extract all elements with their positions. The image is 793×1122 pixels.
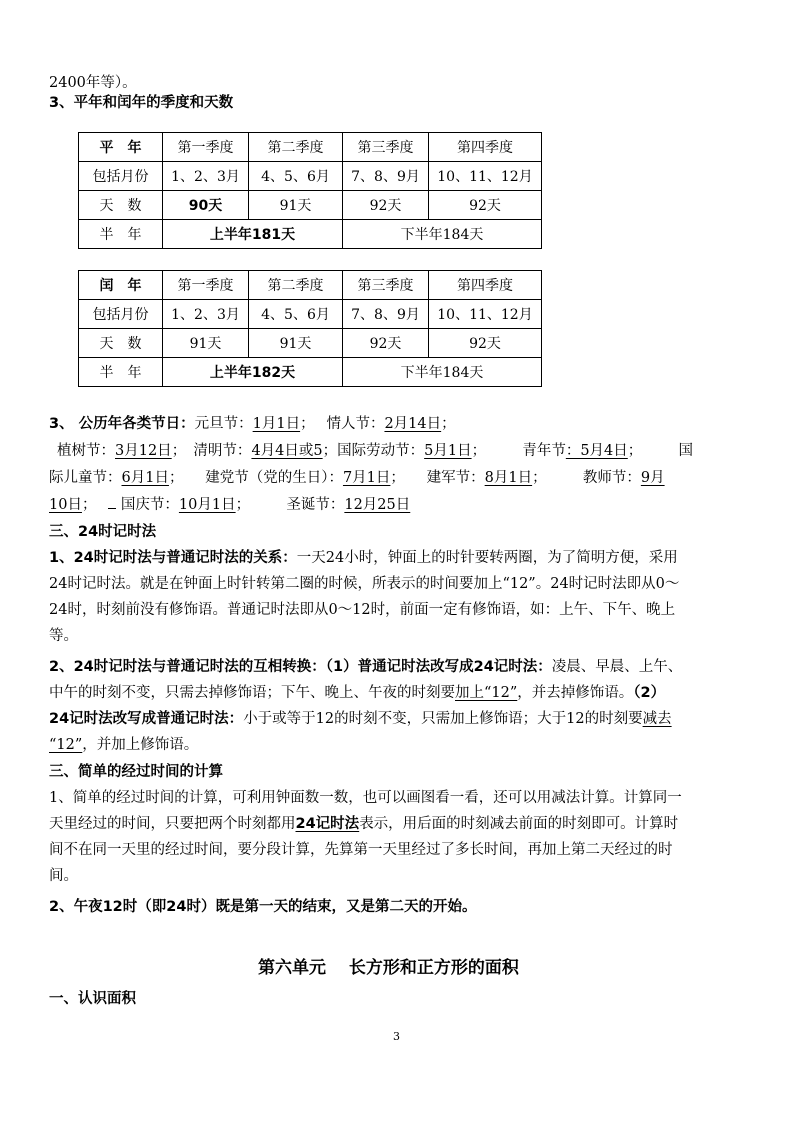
table-cell: 第一季度 xyxy=(163,133,249,162)
table-cell: 闰 年 xyxy=(79,271,163,300)
table-row xyxy=(79,162,542,191)
table-cell: 90天 xyxy=(163,191,249,220)
table-cell: 天 数 xyxy=(79,329,163,358)
p1-line-2: 24时记时法。就是在钟面上时针转第二圈的时候，所表示的时间要加上“12”。24时记时法即从0～ xyxy=(49,576,680,592)
table-cell: 10、11、12月 xyxy=(429,300,542,329)
p2-line-1: 2、24时记时法与普通记时法的互相转换：（1）普通记时法改写成24记时法：凌晨、早晨、上午、 xyxy=(49,659,683,675)
p3-line-4: 间。 xyxy=(49,868,78,884)
table-cell: 天 数 xyxy=(79,191,163,220)
table-cell: 包括月份 xyxy=(79,300,163,329)
p2-line-3: 24记时法改写成普通记时法：小于或等于12的时刻不变，只需加上修饰语；大于12的时刻要减去 xyxy=(49,711,672,727)
p2-line-4: “12”，并加上修饰语。 xyxy=(49,737,199,753)
table-cell: 上半年181天 xyxy=(163,220,343,249)
table-cell: 1、2、3月 xyxy=(163,162,249,191)
holidays-line-4: 10日； 国庆节：10月1日； 圣诞节：12月25日 xyxy=(49,492,749,518)
holidays-title: 3、 公历年各类节日： xyxy=(49,416,195,432)
table-cell: 下半年184天 xyxy=(343,220,542,249)
unit-title: 第六单元 长方形和正方形的面积 xyxy=(258,958,519,978)
holidays-line-2: 植树节：3月12日； 清明节：4月4日或5；国际劳动节：5月1日； 青年节：5月4日； 国 xyxy=(57,443,694,459)
p1-line-3: 24时，时刻前没有修饰语。普通记时法即从0～12时，前面一定有修饰语，如：上午、下午、晚上 xyxy=(49,602,676,618)
holidays-line-1: 3、 公历年各类节日：元旦节：1月1日； 情人节：2月14日； xyxy=(49,416,456,432)
intro-fragment: 2400年等）。 xyxy=(49,75,137,91)
section-seasons-title: 3、平年和闰年的季度和天数 xyxy=(49,95,234,111)
holidays-line-3: 际儿童节：6月1日； 建党节（党的生日）：7月1日； 建军节：8月1日； 教师节：9月 xyxy=(49,470,665,486)
table-cell: 92天 xyxy=(429,329,542,358)
p4-line: 2、午夜12时（即24时）既是第一天的结束，又是第二天的开始。 xyxy=(49,899,477,915)
table-cell: 91天 xyxy=(249,191,343,220)
section-elapsed-title: 三、简单的经过时间的计算 xyxy=(49,764,223,780)
table-row xyxy=(79,133,542,162)
table-cell: 第四季度 xyxy=(429,133,542,162)
p3-line-1: 1、简单的经过时间的计算，可利用钟面数一数，也可以画图看一看，还可以用减法计算。计算同一 xyxy=(49,790,682,806)
table-cell: 半 年 xyxy=(79,358,163,387)
table-cell: 7、8、9月 xyxy=(343,162,429,191)
section-24h-title: 三、24时记时法 xyxy=(49,524,157,540)
section-area-title: 一、认识面积 xyxy=(49,991,136,1007)
table-cell: 4、5、6月 xyxy=(249,300,343,329)
table-cell: 第三季度 xyxy=(343,133,429,162)
table-cell: 半 年 xyxy=(79,220,163,249)
table-cell: 91天 xyxy=(249,329,343,358)
p1-line-1: 1、24时记时法与普通记时法的关系：一天24小时，钟面上的时针要转两圈，为了简明方便，采用 xyxy=(49,550,678,566)
table-cell: 10、11、12月 xyxy=(429,162,542,191)
p3-line-2: 天里经过的时间，只要把两个时刻都用24记时法表示，用后面的时刻减去前面的时刻即可。计算时 xyxy=(49,816,679,832)
table-cell: 4、5、6月 xyxy=(249,162,343,191)
table-row xyxy=(79,220,542,249)
table-cell: 包括月份 xyxy=(79,162,163,191)
table-cell: 上半年182天 xyxy=(163,358,343,387)
table-cell: 第四季度 xyxy=(429,271,542,300)
table-cell: 91天 xyxy=(163,329,249,358)
table-cell: 第三季度 xyxy=(343,271,429,300)
p3-line-3: 间不在同一天里的经过时间，要分段计算，先算第一天里经过了多长时间，再加上第二天经过的时 xyxy=(49,842,673,858)
table-cell: 1、2、3月 xyxy=(163,300,249,329)
table-row xyxy=(79,358,542,387)
table-cell: 第二季度 xyxy=(249,133,343,162)
table-cell: 第二季度 xyxy=(249,271,343,300)
table-cell: 平 年 xyxy=(79,133,163,162)
p1-line-4: 等。 xyxy=(49,628,78,644)
table-cell: 下半年184天 xyxy=(343,358,542,387)
leap-year-table xyxy=(78,270,542,387)
table-row xyxy=(79,271,542,300)
table-row xyxy=(79,329,542,358)
table-cell: 7、8、9月 xyxy=(343,300,429,329)
table-cell: 92天 xyxy=(429,191,542,220)
table-row xyxy=(79,300,542,329)
p2-line-2: 中午的时刻不变，只需去掉修饰语；下午、晚上、午夜的时刻要加上“12”，并去掉修饰语。（2） xyxy=(49,685,666,701)
table-cell: 92天 xyxy=(343,329,429,358)
table-row xyxy=(79,191,542,220)
common-year-table xyxy=(78,132,542,249)
table-cell: 92天 xyxy=(343,191,429,220)
page-number: 3 xyxy=(393,1030,400,1043)
table-cell: 第一季度 xyxy=(163,271,249,300)
